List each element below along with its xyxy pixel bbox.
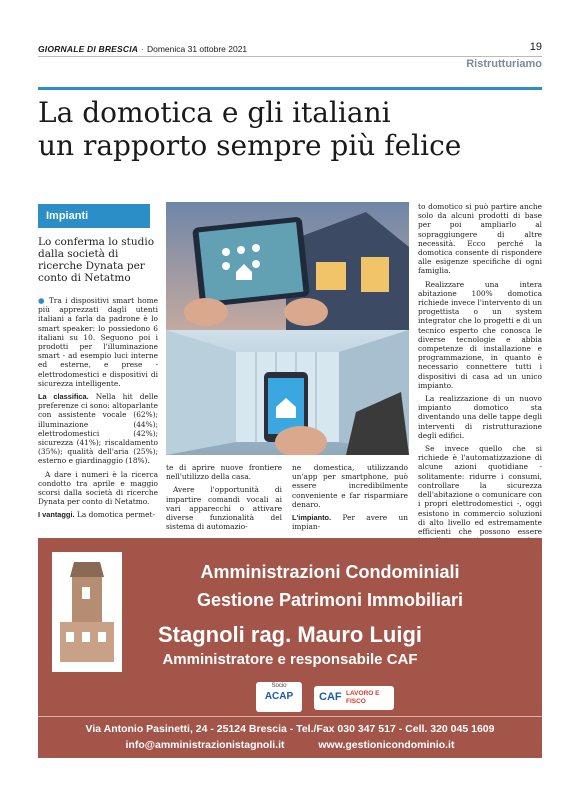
text-column-4: [418, 202, 542, 559]
ad-line-2: Gestione Patrimoni Immobiliari: [196, 590, 464, 610]
header-rule: [38, 56, 542, 57]
col3-subhead: L'impianto.: [292, 513, 332, 523]
col4-paragraph-4: Se invece quello che si richiede è l'automatizzazione di alcune azioni quotidiane - solitamente: ridurre i consumi, controllare la sicurezza dell'abitazione o comunicare con i propri elettrodomestici -, oggi esistono in commercio soluzioni di alto livello ed estremamente efficienti che possono essere: [418, 444, 542, 536]
caf-label: CAF: [319, 691, 342, 703]
text-column-3: [292, 463, 408, 535]
paper-name: GIORNALE DI BRESCIA: [38, 44, 139, 54]
ad-contacts: [38, 739, 542, 751]
article-photo: [166, 202, 409, 455]
smart-home-illustration: [166, 202, 409, 455]
acap-label: ACAP: [264, 691, 294, 702]
ad-website[interactable]: www.gestionicondominio.it: [318, 739, 455, 751]
advertisement-banner: [38, 538, 542, 758]
bullet-icon: ●: [38, 296, 46, 305]
col4-paragraph-2: Realizzare una intera abitazione 100% domotica richiede invece l'intervento di un progettista o un system integrator che lo progetti e di un tecnico esperto che conosca le diverse tecnologie e abbia competenze di installazione e programmazione, in quanto è necessario connettere tutti i dispositivi di casa ad un unico impianto.: [418, 279, 542, 390]
col3-paragraph-2: Per avere un impian-: [292, 513, 408, 532]
category-tag: Impianti: [38, 204, 150, 228]
col1-paragraph-1: Tra i dispositivi smart home più apprezzati dagli utenti italiani a farla da padrone è lo smart speaker: lo possiedono 6 italiani su 10. Seguono poi i prodotti per l'illuminazione smart - ad esempio luci interne ed esterne, e prese - elettrodomestici e dispositivi di sicurezza intelligente.: [38, 296, 159, 388]
page-number: 19: [529, 41, 542, 53]
issue-date: Domenica 31 ottobre 2021: [146, 44, 248, 54]
col1-paragraph-4: La domotica permet-: [76, 510, 155, 520]
col2-paragraph-2: Avere l'opportunità di impartire comandi vocali ai vari apparecchi o attivare diverse funzionalità del sistema di automazio-: [166, 485, 282, 532]
ad-email[interactable]: info@amministrazionistagnoli.it: [125, 739, 285, 751]
ad-company-name: Stagnoli rag. Mauro Luigi: [158, 622, 422, 647]
ad-divider: [38, 716, 542, 717]
col1-subhead-1: La classifica.: [38, 392, 89, 402]
headline-line-1: La domotica e gli italiani: [38, 96, 391, 129]
ad-line-1: Amministrazioni Condominiali: [200, 562, 460, 582]
ad-address: Via Antonio Pasinetti, 24 - 25124 Brescia - Tel./Fax 030 347 517 - Cell. 320 045 1609: [85, 723, 495, 735]
masthead: GIORNALE DI BRESCIA · Domenica 31 ottobre 2021: [38, 44, 248, 54]
section-label: Ristrutturiamo: [466, 58, 542, 70]
col4-paragraph-3: La realizzazione di un nuovo impianto domotico sta diventando una delle tappe degli interventi di ristrutturazione degli edifici.: [418, 394, 542, 440]
caf-lavoro-label: LAVORO E FISCO: [346, 690, 380, 705]
col1-paragraph-2: Nella hit delle preferenze ci sono: altoparlante con assistente vocale (62%); illuminazione (44%); elettrodomestici (42%); sicurezza (41%); riscaldamento (35%); qualità dell'aria (25%); esterno e giardinaggio (18%).: [38, 392, 158, 466]
caf-logo: [314, 686, 394, 710]
ad-role: Amministratore e responsabile CAF: [162, 651, 418, 668]
col3-paragraph-1: ne domestica, utilizzando un'app per smartphone, può essere incredibilmente conveniente e far risparmiare denaro.: [292, 463, 408, 509]
acap-caption: Socio: [271, 683, 287, 689]
article-lead: Lo conferma lo studio dalla società di ricerche Dynata per conto di Netatmo: [38, 236, 155, 284]
article-headline: [38, 96, 538, 162]
text-column-2: [166, 463, 282, 535]
col2-paragraph-1: te di aprire nuove frontiere nell'utilizzo della casa.: [166, 463, 282, 482]
col4-paragraph-1: to domotico si può partire anche solo da alcuni prodotti di base per poi ampliarlo al sopraggiungere di altre necessità. Ecco perché la domotica consente di rispondere alle esigenze specifiche di ogni famiglia.: [418, 202, 542, 276]
headline-line-2: un rapporto sempre più felice: [38, 129, 462, 162]
text-column-1: [38, 296, 158, 524]
col1-subhead-2: I vantaggi.: [38, 510, 75, 520]
acap-logo: [256, 682, 302, 712]
col1-paragraph-3: A dare i numeri è la ricerca condotto tra aprile e maggio scorsi dalla società di ricerche Dynata per conto di Netatmo.: [38, 469, 158, 507]
section-rule: [38, 87, 542, 90]
